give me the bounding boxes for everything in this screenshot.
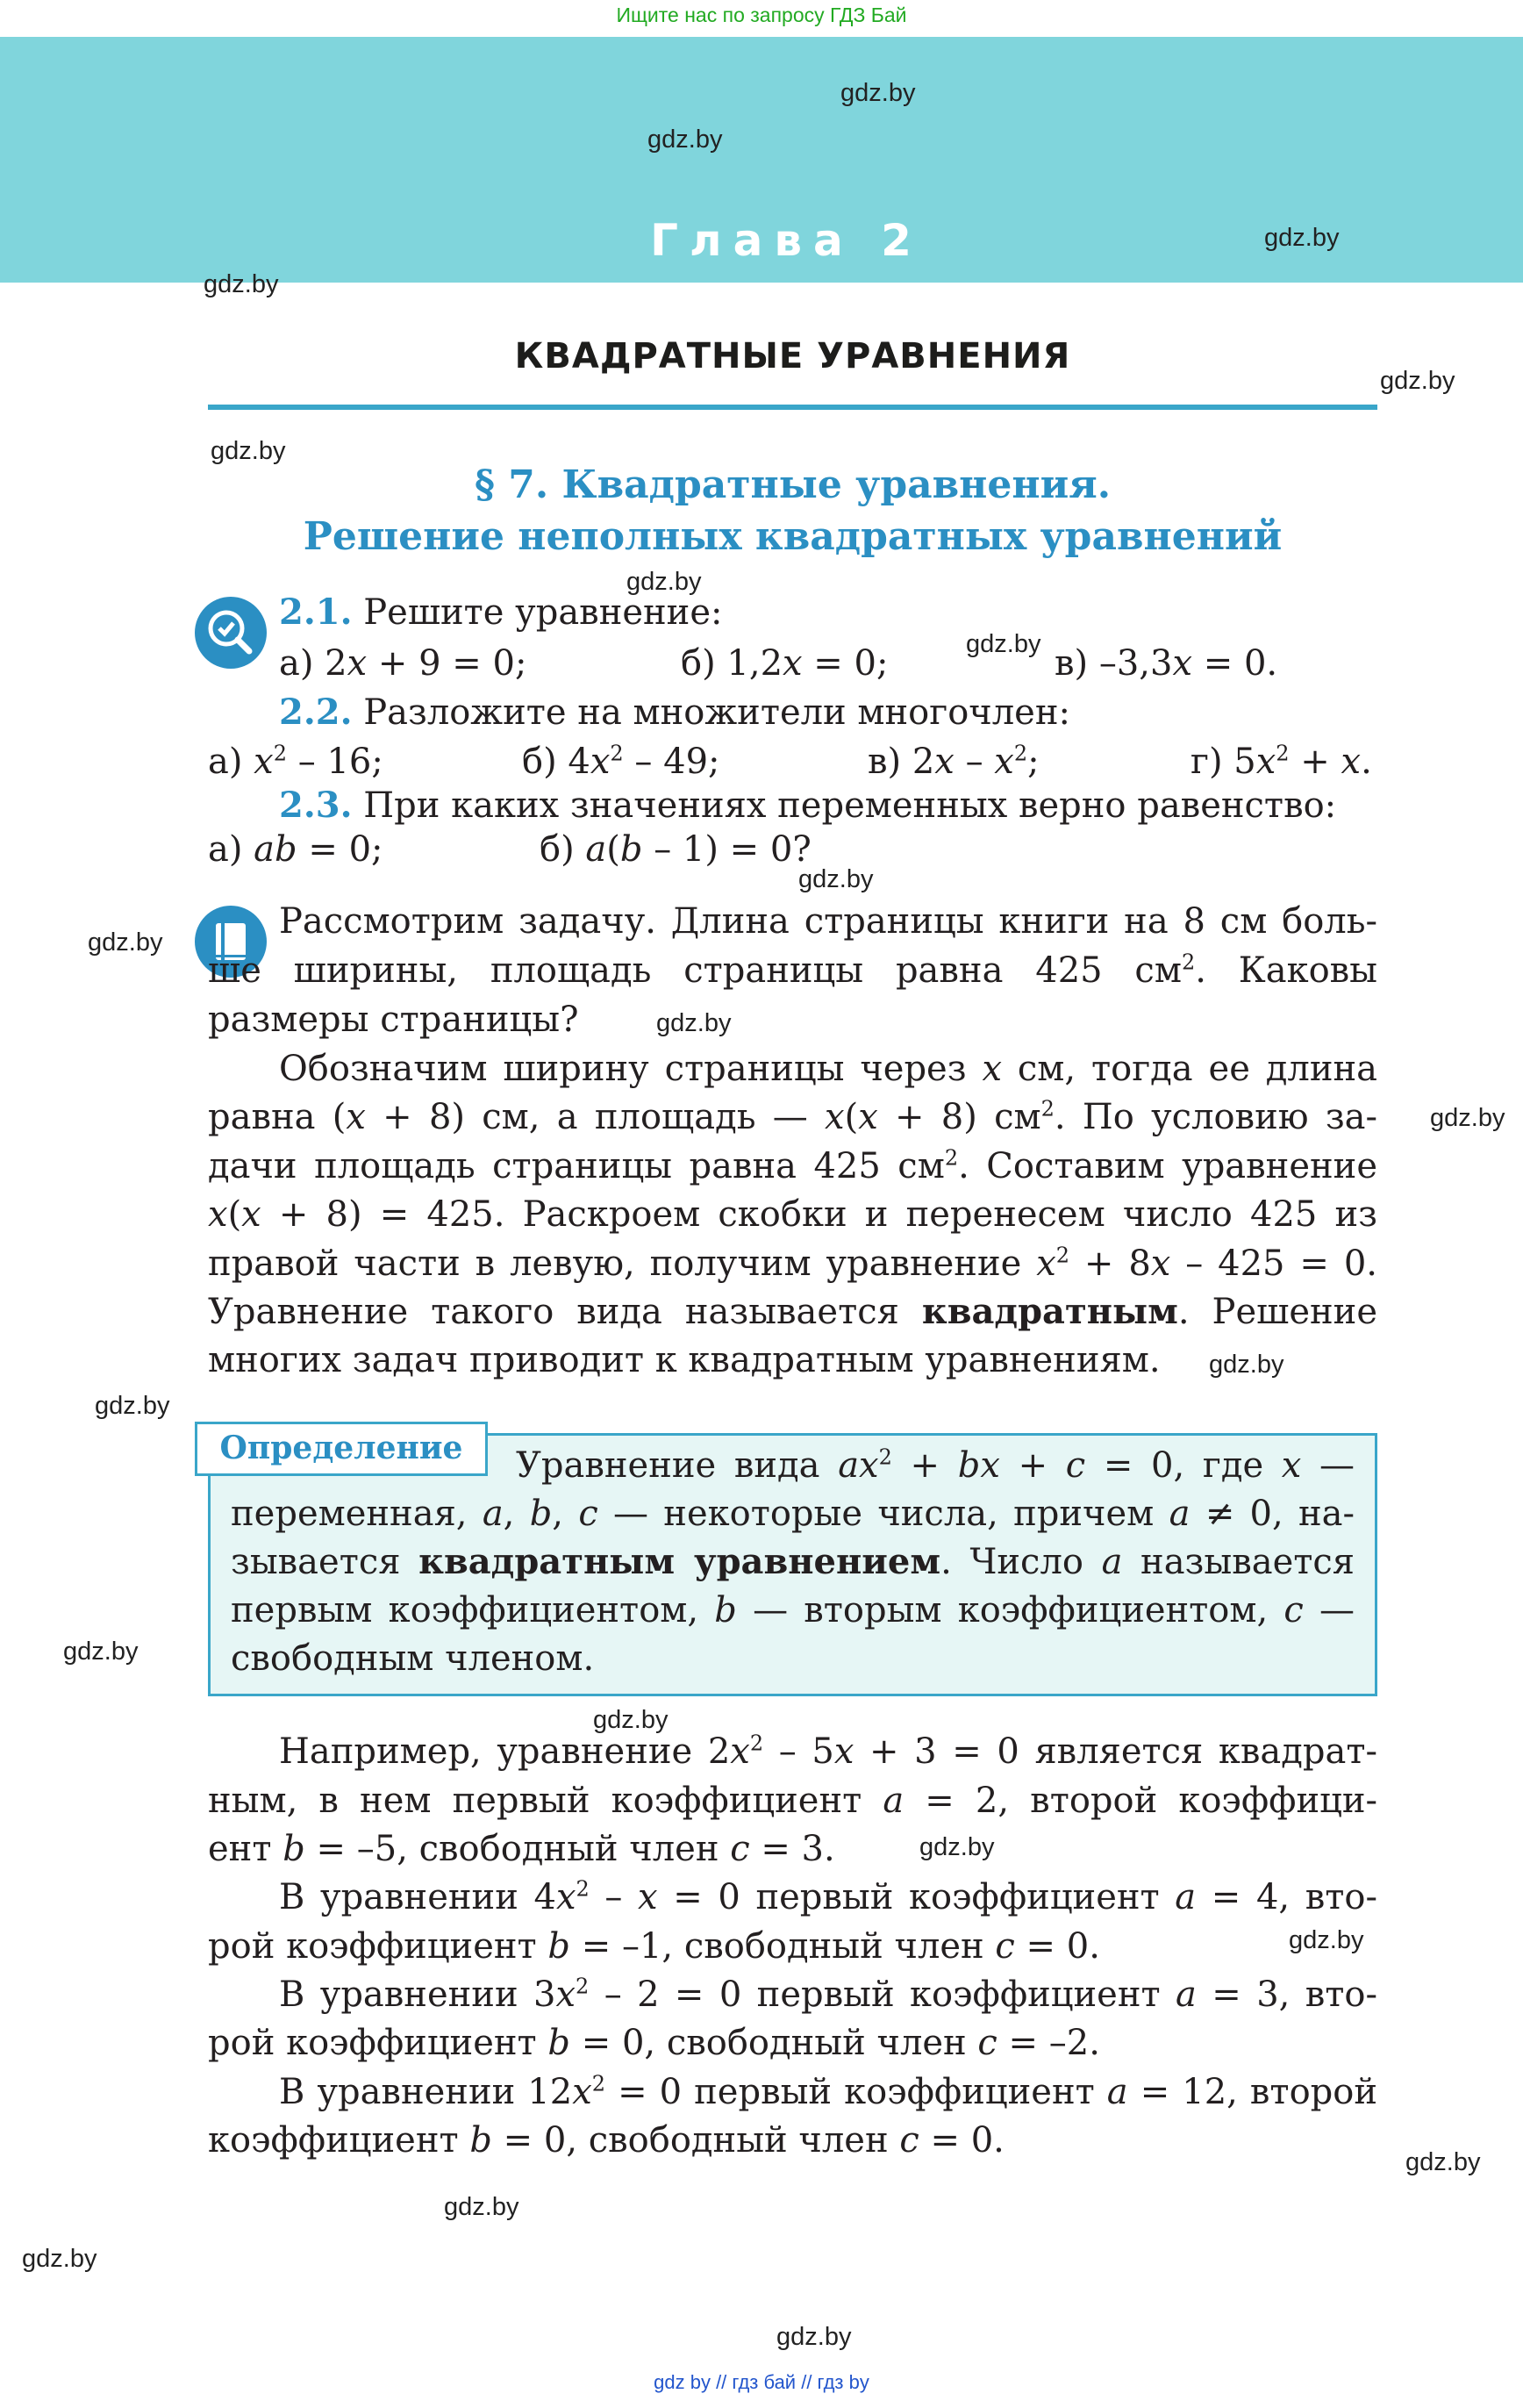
solution-line: Уравнение такого вида называется квадратным. Решение: [208, 1291, 1377, 1332]
problem-line: размеры страницы?: [208, 1000, 579, 1040]
watermark: gdz.by: [647, 125, 723, 154]
part-title: КВАДРАТНЫЕ УРАВНЕНИЯ: [514, 336, 1071, 376]
watermark: gdz.by: [1289, 1926, 1364, 1954]
exercise-text: При каких значениях переменных верно равенство:: [363, 785, 1337, 826]
exercise-text: Решите уравнение:: [363, 592, 723, 633]
exercise-2-1: [279, 588, 1377, 637]
watermark: gdz.by: [95, 1392, 170, 1420]
solution-line: многих задач приводит к квадратным уравнениям.: [208, 1340, 1161, 1380]
solution-line: x(x + 8) = 425. Раскроем скобки и перенесем число 425 из: [208, 1194, 1377, 1235]
watermark: gdz.by: [1405, 2148, 1481, 2176]
watermark: gdz.by: [88, 928, 163, 957]
exercise-number: 2.1.: [279, 591, 353, 633]
definition-line: первым коэффициентом, b — вторым коэффициентом, c —: [231, 1590, 1355, 1630]
example-line: В уравнении $12x^2 = 0$ первый коэффициент a = 12, второй: [279, 2071, 1377, 2112]
problem-line: ше ширины, площадь страницы равна 425 $см^2$. Каковы: [208, 950, 1377, 991]
definition-line: зывается квадратным уравнением. Число a называется: [231, 1541, 1355, 1582]
watermark: gdz.by: [444, 2193, 519, 2221]
solution-line: равна (x + 8) см, а площадь — x(x + 8) $см^2$. По условию за-: [208, 1096, 1378, 1137]
watermark: gdz.by: [63, 1638, 139, 1666]
section-subtitle: Решение неполных квадратных уравнений: [303, 514, 1283, 559]
bottom-links[interactable]: gdz by // гдз бай // гдз by: [654, 2371, 869, 2393]
chapter-title: Глава 2: [650, 215, 923, 266]
example-line: В уравнении $4x^2 - x = 0$ первый коэффициент a = 4, вто-: [279, 1876, 1377, 1917]
watermark: gdz.by: [626, 568, 702, 596]
watermark: gdz.by: [966, 630, 1041, 658]
definition-line: переменная, a, b, c — некоторые числа, причем a ≠ 0, на-: [231, 1494, 1355, 1534]
definition-line: свободным членом.: [231, 1638, 595, 1679]
exercise-2-3: [279, 781, 1377, 830]
example-line: В уравнении $3x^2 - 2 = 0$ первый коэффициент a = 3, вто-: [279, 1974, 1377, 2015]
exercise-number: 2.3.: [279, 785, 353, 826]
exercise-number: 2.2.: [279, 692, 353, 733]
solution-line: дачи площадь страницы равна 425 $см^2$. Составим уравнение: [208, 1145, 1377, 1186]
example-line: Например, уравнение $2x^2 - 5x + 3 = 0$ является квадрат-: [279, 1731, 1377, 1772]
example-line: коэффициент b = 0, свободный член c = 0.: [208, 2120, 1005, 2161]
example-line: ным, в нем первый коэффициент a = 2, второй коэффици-: [208, 1781, 1378, 1821]
definition-line: Уравнение вида $ax^2$ + bx + c = 0, где x —: [516, 1444, 1355, 1486]
exercise-text: Разложите на множители многочлен:: [363, 692, 1070, 733]
exercise-2-2: [279, 688, 1377, 737]
watermark: gdz.by: [919, 1833, 995, 1861]
title-divider: [208, 405, 1377, 410]
watermark: gdz.by: [656, 1009, 732, 1037]
watermark: gdz.by: [1209, 1351, 1284, 1379]
watermark: gdz.by: [776, 2323, 852, 2351]
watermark: gdz.by: [840, 79, 916, 107]
watermark: gdz.by: [1264, 224, 1340, 252]
example-line: рой коэффициент b = –1, свободный член c = 0.: [208, 1926, 1100, 1967]
watermark: gdz.by: [204, 270, 279, 298]
top-search-hint[interactable]: Ищите нас по запросу ГДЗ Бай: [616, 4, 907, 26]
watermark: gdz.by: [593, 1706, 669, 1734]
problem-line: Рассмотрим задачу. Длина страницы книги на 8 см боль-: [279, 901, 1377, 942]
solution-line: правой части в левую, получим уравнение $x^2 + 8x - 425 = 0$.: [208, 1243, 1377, 1284]
section-title: § 7. Квадратные уравнения.: [474, 462, 1112, 507]
magnifier-check-icon: [195, 597, 267, 669]
watermark: gdz.by: [211, 437, 286, 465]
watermark: gdz.by: [798, 865, 874, 893]
solution-line: Обозначим ширину страницы через x см, тогда ее длина: [279, 1049, 1377, 1089]
watermark: gdz.by: [1380, 367, 1455, 395]
example-line: ент b = –5, свободный член c = 3.: [208, 1829, 835, 1869]
definition-label: Определение: [195, 1422, 488, 1476]
watermark: gdz.by: [22, 2245, 97, 2273]
example-line: рой коэффициент b = 0, свободный член c = –2.: [208, 2023, 1100, 2063]
watermark: gdz.by: [1430, 1104, 1505, 1132]
